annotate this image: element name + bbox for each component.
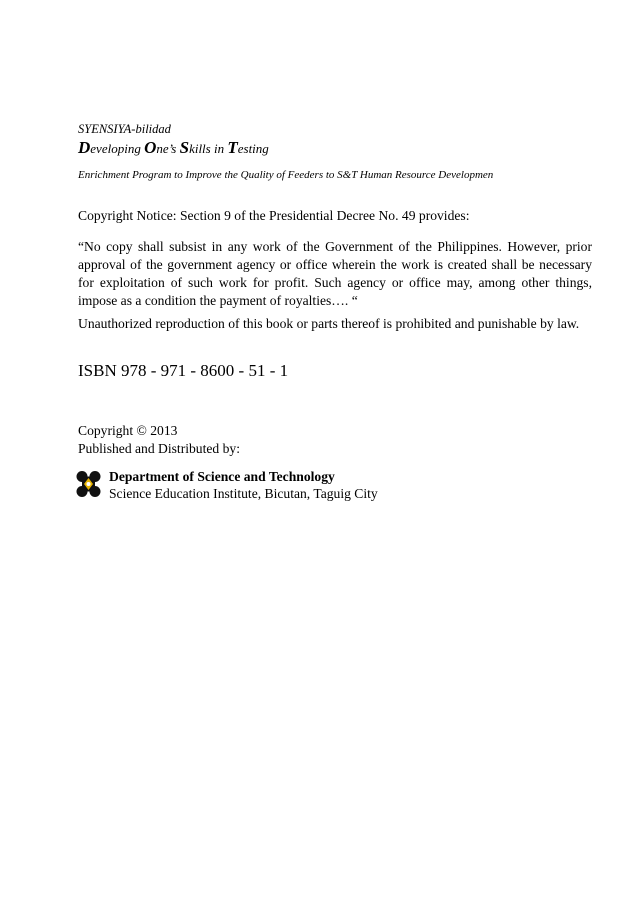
enrichment-subtitle: Enrichment Program to Improve the Quality of Feeders to S&T Human Resource Developmen [78,169,494,181]
acronym-word: Developing [78,138,145,157]
acronym-word: One’s [144,138,180,157]
acronym-word: Skills in [179,138,228,157]
copyright-year: Copyright © 2013 [78,423,178,438]
acronym-word: Testing [227,138,269,157]
unauthorized-reproduction-notice: Unauthorized reproduction of this book or parts thereof is prohibited and punishable by law. [78,316,580,331]
published-by-label: Published and Distributed by: [78,441,240,456]
program-name: SYENSIYA-bilidad [78,122,171,136]
program-acronym-title [78,138,592,159]
publisher-block [109,468,529,502]
publisher-name: Department of Science and Technology [109,469,335,484]
dost-logo-icon [76,470,101,498]
isbn-number: ISBN 978 - 971 - 8600 - 51 - 1 [78,361,289,380]
copyright-quote: “No copy shall subsist in any work of the Government of the Philippines. However, prior approval of the government agency or office wherein the work is created shall be necessary for exploitation of such work for profit. Such agency or office may, among other things, impose as a condition the payment of royalties…. “ [78,239,592,308]
publisher-address: Science Education Institute, Bicutan, Taguig City [109,486,378,501]
copyright-notice-heading: Copyright Notice: Section 9 of the Presidential Decree No. 49 provides: [78,208,470,223]
